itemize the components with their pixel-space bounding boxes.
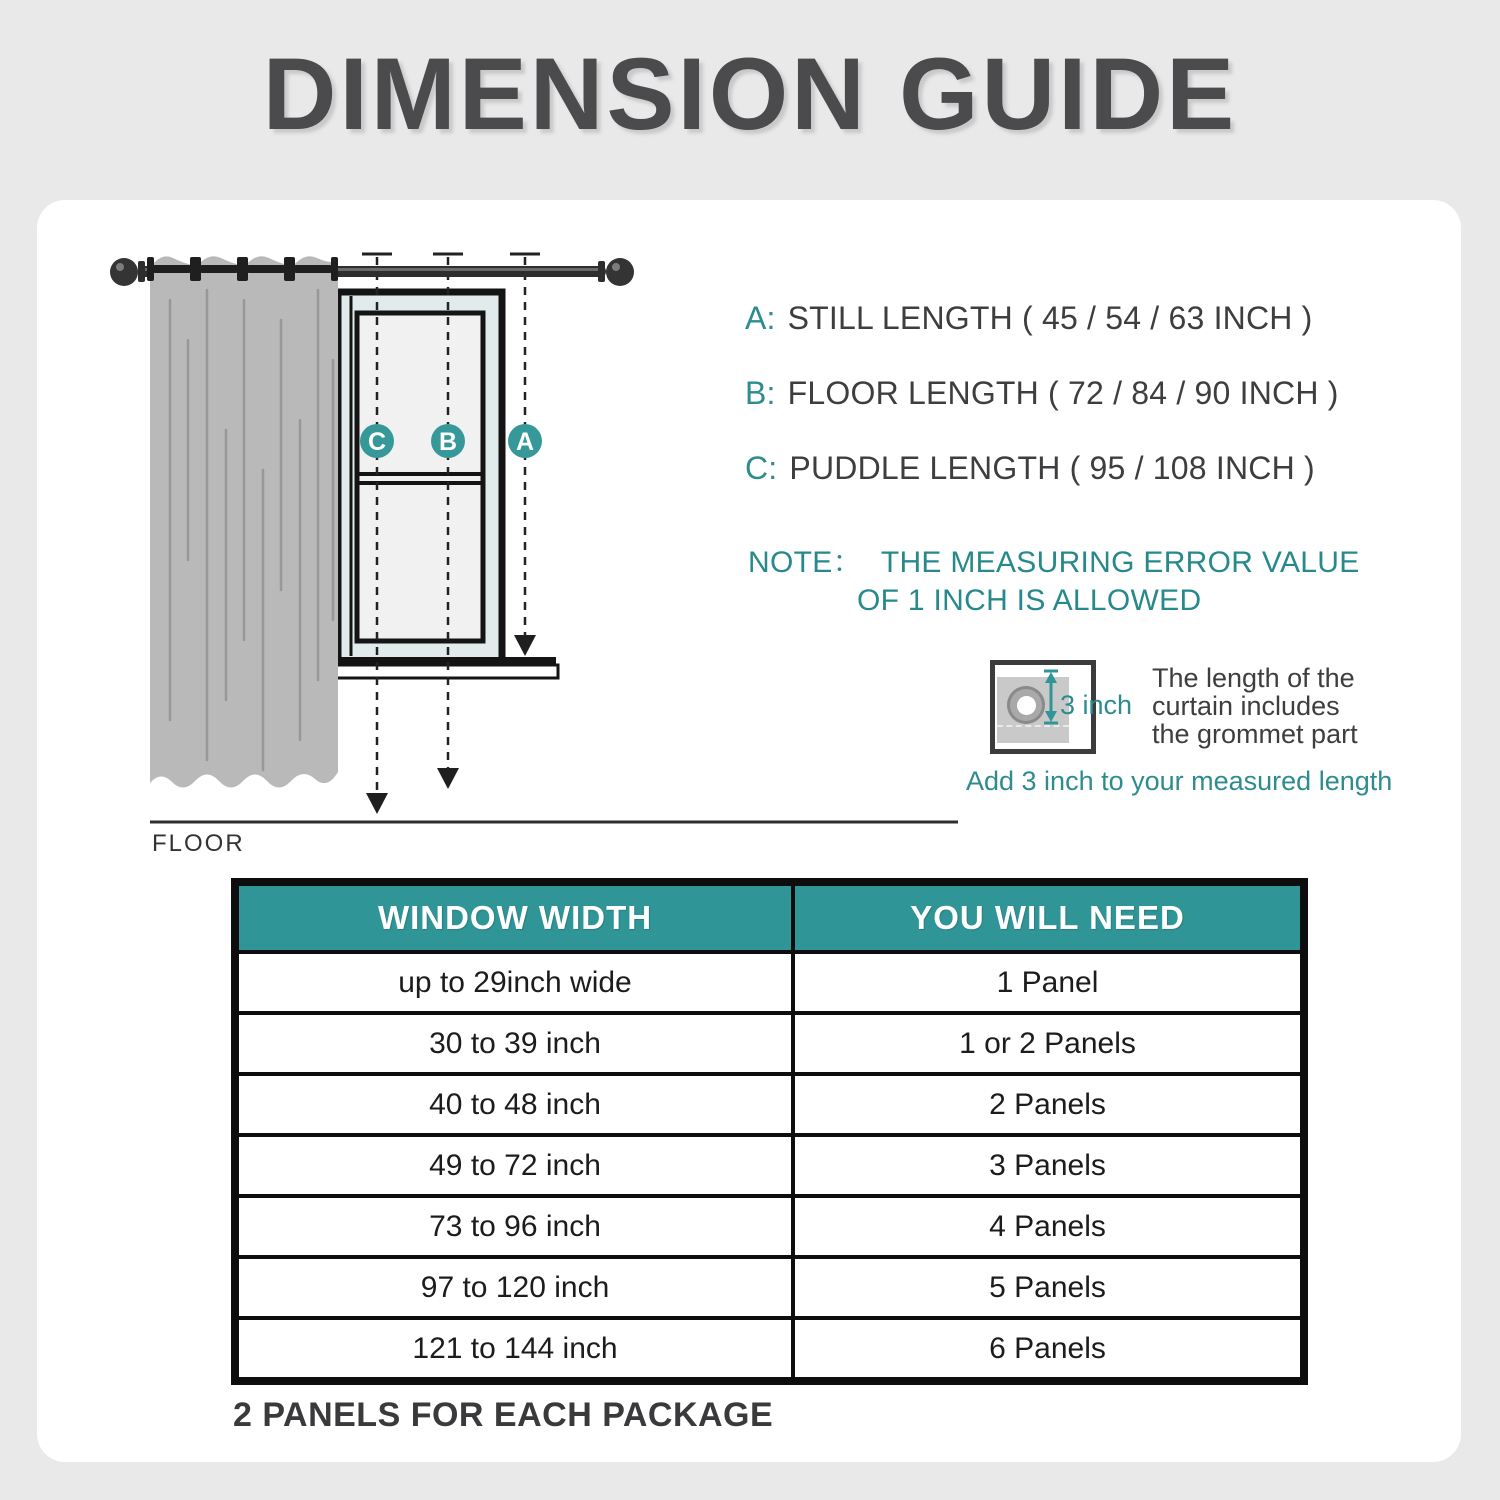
- measurement-line-a: [745, 300, 1313, 337]
- table-row: [235, 1135, 1304, 1196]
- package-note: 2 PANELS FOR EACH PACKAGE: [233, 1396, 774, 1434]
- measurement-letter-c: C:: [745, 450, 778, 486]
- table-cell: up to 29inch wide: [235, 952, 793, 1013]
- grommet-description-line: curtain includes: [1152, 691, 1340, 721]
- measurement-letter-b: B:: [745, 375, 776, 411]
- letter-markers: [360, 424, 542, 458]
- marker-letter-b: B: [438, 428, 458, 456]
- table-cell: 121 to 144 inch: [235, 1318, 793, 1381]
- table-cell: 5 Panels: [793, 1257, 1304, 1318]
- table-cell: 30 to 39 inch: [235, 1013, 793, 1074]
- table-row: [235, 1074, 1304, 1135]
- table-cell: 40 to 48 inch: [235, 1074, 793, 1135]
- note-line-2: OF 1 INCH IS ALLOWED: [857, 584, 1202, 617]
- grommet-description-line: The length of the: [1152, 663, 1355, 693]
- measurement-text-a: STILL LENGTH ( 45 / 54 / 63 INCH ): [787, 300, 1313, 336]
- grommet-ring-icon: [1007, 686, 1045, 724]
- table-cell: 2 Panels: [793, 1074, 1304, 1135]
- table-row: [235, 1196, 1304, 1257]
- panel-table-body: [235, 952, 1304, 1381]
- rod-finial-right: [606, 258, 634, 286]
- table-cell: 1 Panel: [793, 952, 1304, 1013]
- measurement-letter-a: A:: [745, 300, 776, 336]
- three-inch-arrow-icon: [1042, 668, 1060, 726]
- table-cell: 49 to 72 inch: [235, 1135, 793, 1196]
- measurement-text-b: FLOOR LENGTH ( 72 / 84 / 90 INCH ): [787, 375, 1339, 411]
- table-row: [235, 952, 1304, 1013]
- measurement-text-c: PUDDLE LENGTH ( 95 / 108 INCH ): [789, 450, 1315, 486]
- curtain-panel: [150, 256, 338, 787]
- table-header-cell: YOU WILL NEED: [793, 882, 1304, 952]
- page-title: DIMENSION GUIDE: [262, 37, 1238, 151]
- three-inch-label: 3 inch: [1060, 690, 1133, 720]
- table-cell: 97 to 120 inch: [235, 1257, 793, 1318]
- add-three-inch-note: Add 3 inch to your measured length: [966, 766, 1393, 796]
- measurement-line-c: [745, 450, 1315, 487]
- table-cell: 73 to 96 inch: [235, 1196, 793, 1257]
- rod-finial-left: [110, 258, 138, 286]
- table-cell: 3 Panels: [793, 1135, 1304, 1196]
- table-header-row: [235, 882, 1304, 952]
- table-cell: 1 or 2 Panels: [793, 1013, 1304, 1074]
- table-cell: 6 Panels: [793, 1318, 1304, 1381]
- note-label: NOTE：: [748, 546, 863, 579]
- grommet-description-line: the grommet part: [1152, 719, 1358, 749]
- measurement-line-b: [745, 375, 1339, 412]
- note-text-1: THE MEASURING ERROR VALUE: [880, 546, 1360, 579]
- floor-label: FLOOR: [152, 830, 245, 857]
- table-row: [235, 1257, 1304, 1318]
- table-row: [235, 1318, 1304, 1381]
- note-line-1: [748, 537, 1360, 581]
- table-header-cell: WINDOW WIDTH: [235, 882, 793, 952]
- marker-letter-a: A: [515, 428, 535, 456]
- panel-sizing-table: [231, 878, 1308, 1385]
- table-cell: 4 Panels: [793, 1196, 1304, 1257]
- table-row: [235, 1013, 1304, 1074]
- marker-letter-c: C: [367, 428, 387, 456]
- grommet-description: [1152, 664, 1358, 748]
